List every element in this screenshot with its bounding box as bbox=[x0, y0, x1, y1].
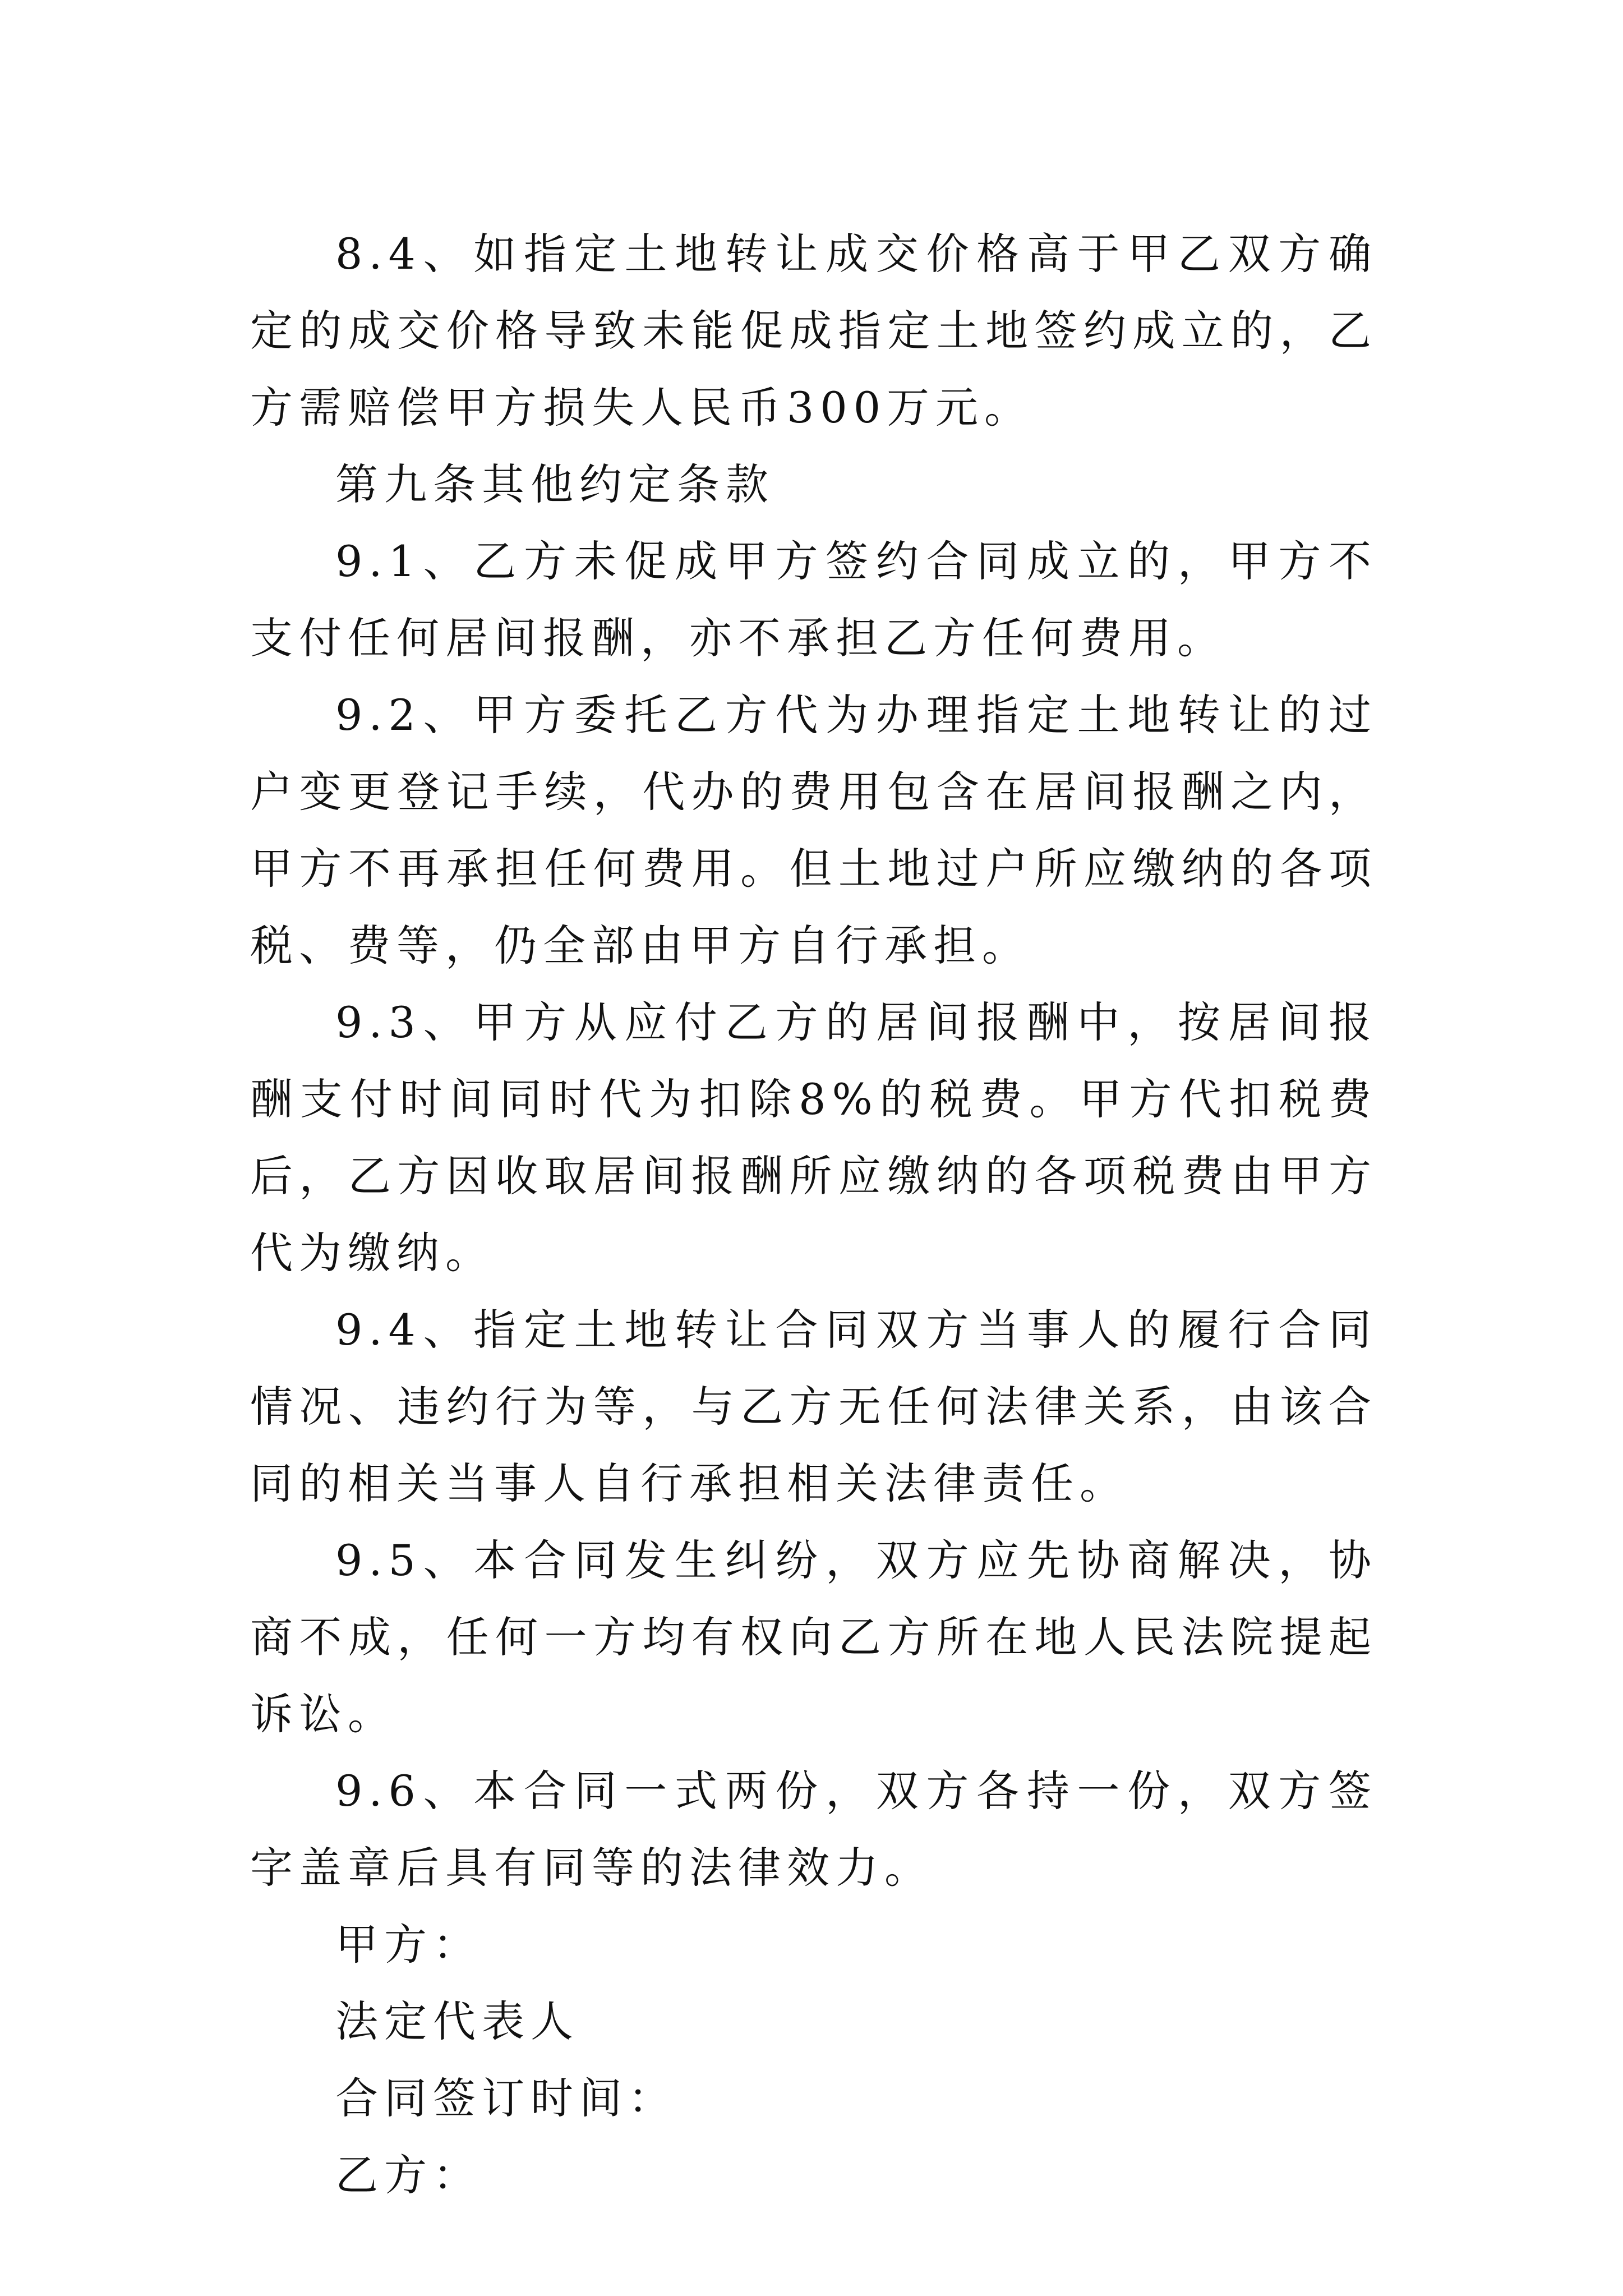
signing-date-label: 合同签订时间： bbox=[335, 2073, 677, 2123]
clause-9-3: 9.3、甲方从应付乙方的居间报酬中，按居间报酬支付时间同时代为扣除8%的税费。甲方代扣税费后，乙方因收取居间报酬所应缴纳的各项税费由甲方代为缴纳。 bbox=[250, 997, 1377, 1278]
party-a-label: 甲方： bbox=[335, 1920, 482, 1970]
clause-9-4: 9.4、指定土地转让合同双方当事人的履行合同情况、违约行为等，与乙方无任何法律关系，由该合同的相关当事人自行承担相关法律责任。 bbox=[250, 1305, 1377, 1508]
clause-9-5: 9.5、本合同发生纠纷，双方应先协商解决，协商不成，任何一方均有权向乙方所在地人民法院提起诉讼。 bbox=[250, 1535, 1377, 1739]
legal-representative-label: 法定代表人 bbox=[335, 1996, 579, 2046]
party-b-label: 乙方： bbox=[335, 2150, 482, 2200]
clause-9-2: 9.2、甲方委托乙方代为办理指定土地转让的过户变更登记手续，代办的费用包含在居间报酬之内，甲方不再承担任何费用。但土地过户所应缴纳的各项税、费等，仍全部由甲方自行承担。 bbox=[250, 690, 1377, 970]
clause-9-6: 9.6、本合同一式两份，双方各持一份，双方签字盖章后具有同等的法律效力。 bbox=[250, 1766, 1377, 1893]
document-body bbox=[250, 215, 1377, 2214]
article-9-heading: 第九条其他约定条款 bbox=[335, 459, 774, 509]
clause-8-4: 8.4、如指定土地转让成交价格高于甲乙双方确定的成交价格导致未能促成指定土地签约成立的，乙方需赔偿甲方损失人民币300万元。 bbox=[250, 229, 1377, 432]
clause-9-1: 9.1、乙方未促成甲方签约合同成立的，甲方不支付任何居间报酬，亦不承担乙方任何费用。 bbox=[250, 536, 1377, 663]
